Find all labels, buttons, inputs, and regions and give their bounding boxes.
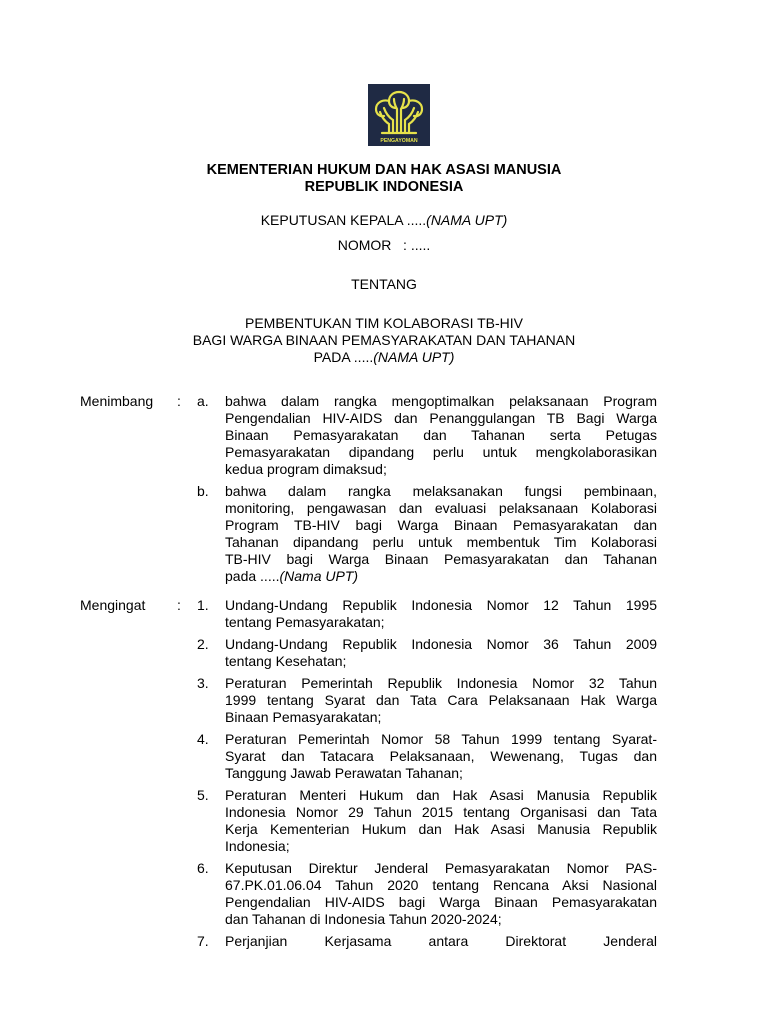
item-marker: 3. [197,675,209,691]
decree-number [0,237,768,254]
subject-line-3-upt: (NAMA UPT) [373,349,455,365]
menimbang-colon: : [177,393,181,409]
text-line: dan Tahanan di Indonesia Tahun 2020-2024; [225,911,502,927]
text-line: tentang Kesehatan; [225,653,347,669]
upt-name: (Nama UPT) [279,568,359,584]
item-text [225,933,657,950]
subject-line-3-prefix: PADA ..... [313,349,374,365]
text-line: Undang-Undang Republik Indonesia Nomor 36 Tahun 2009 [225,636,657,652]
mengingat-label: Mengingat [80,597,146,613]
subject-line-1: PEMBENTUKAN TIM KOLABORASI TB-HIV [245,315,523,331]
text-line: Peraturan Pemerintah Nomor 58 Tahun 1999 tentang Syarat- [225,731,657,747]
subject-line-2: BAGI WARGA BINAAN PEMASYARAKATAN DAN TAHANAN [192,332,576,348]
country-name: REPUBLIK INDONESIA [304,179,464,195]
text-line: Kerja Kementerian Hukum dan Hak Asasi Manusia Republik [225,821,657,837]
text-line: Binaan Pemasyarakatan; [225,709,382,725]
text-line: Keputusan Direktur Jenderal Pemasyarakatan Nomor PAS- [225,860,657,876]
item-marker: b. [197,483,209,499]
pengayoman-emblem-icon [368,84,430,146]
item-text [225,675,657,726]
text-line: Peraturan Menteri Hukum dan Hak Asasi Manusia Republik [225,787,657,803]
menimbang-section [80,393,660,590]
item-marker: 7. [197,933,209,949]
tentang-text: TENTANG [351,276,417,292]
text-line: TB-HIV bagi Warga Binaan Pemasyarakatan dan Tahanan [225,551,657,567]
mengingat-item-5 [80,787,660,855]
text-line: 1999 tentang Syarat dan Tata Cara Pelaksanaan Hak Warga [225,692,657,708]
decree-subject [0,315,768,366]
text-line: bahwa dalam rangka melaksanakan fungsi pembinaan, [225,483,657,499]
tentang-heading [0,276,768,293]
text-line: Tanggung Jawab Perawatan Tahanan; [225,765,463,781]
item-text [225,636,657,670]
text-line: Pengendalian HIV-AIDS dan Penanggulangan TB Bagi Warga [225,410,657,426]
menimbang-item-b [80,483,660,585]
pengayoman-logo [368,84,430,146]
item-text [225,597,657,631]
logo-text: PENGAYOMAN [380,138,418,144]
item-marker: a. [197,393,209,409]
text-line [225,568,657,585]
decree-title [0,212,768,229]
item-marker: 1. [197,597,209,613]
text-line: 67.PK.01.06.04 Tahun 2020 tentang Rencana Aksi Nasional [225,877,657,893]
mengingat-item-1 [80,597,660,631]
text-line: Indonesia Nomor 29 Tahun 2015 tentang Organisasi dan Tata [225,804,657,820]
text-line: Pemasyarakatan dipandang perlu untuk mengkolaborasikan [225,444,657,460]
item-text [225,393,657,478]
text-line: Syarat dan Tatacara Pelaksanaan, Wewenang, Tugas dan [225,748,657,764]
mengingat-list [80,597,660,950]
ministry-header [0,162,768,196]
text-line: Peraturan Pemerintah Republik Indonesia Nomor 32 Tahun [225,675,657,691]
mengingat-colon: : [177,597,181,613]
decree-number-text: NOMOR : ..... [337,237,431,253]
decree-upt: (NAMA UPT) [426,212,508,228]
item-text [225,860,657,928]
decree-prefix: KEPUTUSAN KEPALA ..... [260,212,427,228]
mengingat-item-4 [80,731,660,782]
text-line: monitoring, pengawasan dan evaluasi pelaksanaan Kolaborasi [225,500,657,516]
text-line: Indonesia; [225,838,290,854]
mengingat-item-2 [80,636,660,670]
upt-prefix: pada ..... [225,568,280,584]
ministry-name: KEMENTERIAN HUKUM DAN HAK ASASI MANUSIA [206,162,562,178]
text-line: Program TB-HIV bagi Warga Binaan Pemasyarakatan dan [225,517,657,533]
text-line: Tahanan dipandang perlu untuk membentuk Tim Kolaborasi [225,534,657,550]
mengingat-item-7 [80,933,660,950]
text-line: Perjanjian Kerjasama antara Direktorat Jenderal [225,933,657,949]
text-line: Undang-Undang Republik Indonesia Nomor 12 Tahun 1995 [225,597,657,613]
text-line: bahwa dalam rangka mengoptimalkan pelaksanaan Program [225,393,657,409]
text-line: kedua program dimaksud; [225,461,387,477]
item-text [225,731,657,782]
item-marker: 2. [197,636,209,652]
text-line: Binaan Pemasyarakatan dan Tahanan serta Petugas [225,427,657,443]
text-line: Pengendalian HIV-AIDS bagi Warga Binaan Pemasyarakatan [225,894,657,910]
menimbang-item-a [80,393,660,478]
item-marker: 5. [197,787,209,803]
item-text [225,787,657,855]
mengingat-section [80,597,660,955]
menimbang-label: Menimbang [80,393,154,409]
text-line: tentang Pemasyarakatan; [225,614,385,630]
item-marker: 4. [197,731,209,747]
mengingat-item-3 [80,675,660,726]
item-marker: 6. [197,860,209,876]
item-text [225,483,657,585]
mengingat-item-6 [80,860,660,928]
